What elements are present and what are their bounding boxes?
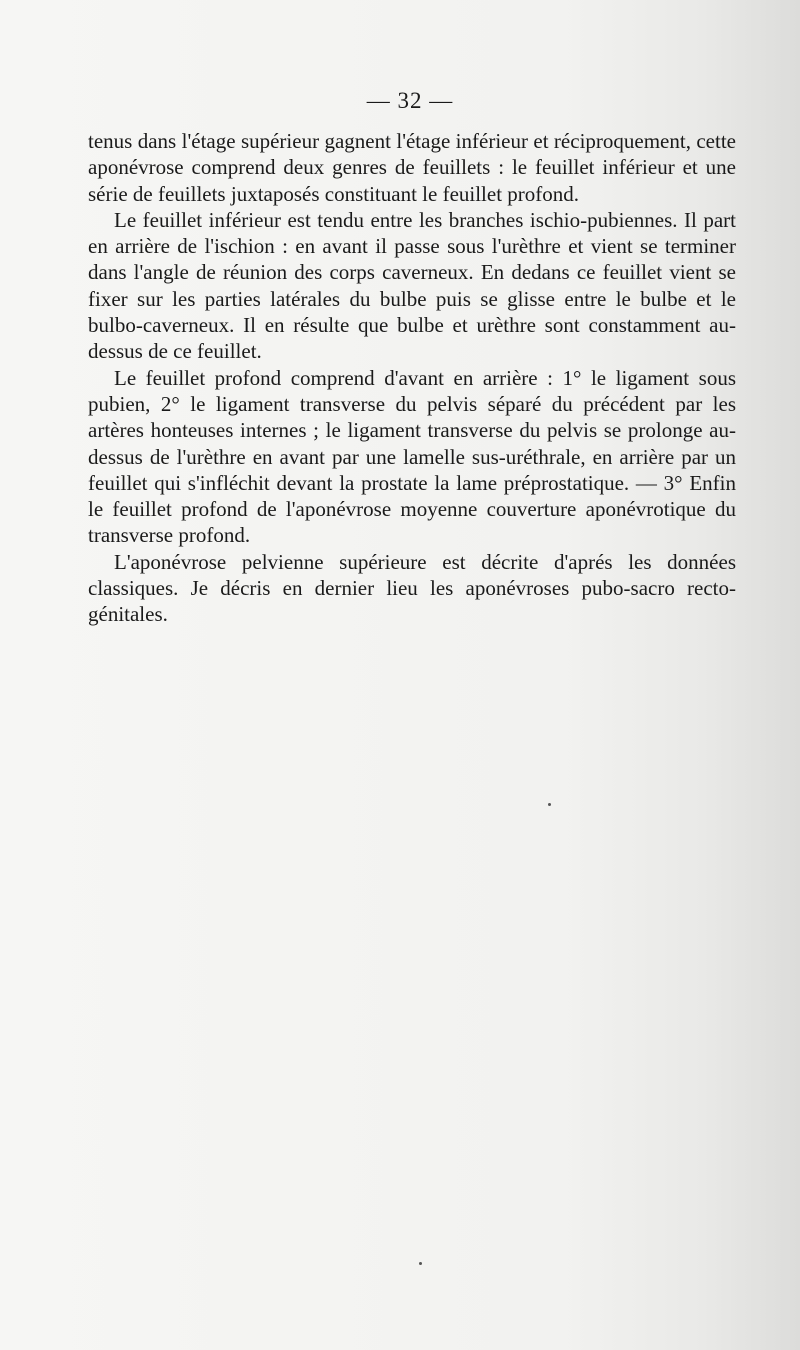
page-number: — 32 — (366, 88, 454, 113)
paragraph-feuillet-profond: Le feuillet profond comprend d'avant en arrière : 1° le ligament sous pubien, 2° le ligament transverse du pelvis séparé du précédent par les artères honteuses internes ; le ligament transverse du pelvis se prolonge au-dessus de l'urèthre en avant par une lamelle sus-uréthrale, en arrière par un feuillet qui s'infléchit devant la prostate la lame préprostatique. — 3° Enfin le feuillet profond de l'aponévrose moyenne couverture aponévrotique du transverse profond. (88, 365, 736, 548)
ink-speck (548, 803, 551, 806)
paragraph-aponevrose-pelvienne: L'aponévrose pelvienne supérieure est décrite d'aprés les données classiques. Je décris en dernier lieu les aponévroses pubo-sacro recto-génitales. (88, 549, 736, 627)
ink-speck (419, 1262, 422, 1265)
body-text (88, 128, 736, 628)
paragraph-feuillet-inferieur: Le feuillet inférieur est tendu entre les branches ischio-pubiennes. Il part en arrière de l'ischion : en avant il passe sous l'urèthre et vient se terminer dans l'angle de réunion des corps caverneux. En dedans ce feuillet vient se fixer sur les parties latérales du bulbe puis se glisse entre le bulbe et le bulbo-caverneux. Il en résulte que bulbe et urèthre sont constamment au-dessus de ce feuillet. (88, 207, 736, 364)
paragraph-continuation: tenus dans l'étage supérieur gagnent l'étage inférieur et réciproquement, cette aponévrose comprend deux genres de feuillets : le feuillet inférieur et une série de feuillets juxtaposés constituant le feuillet profond. (88, 129, 736, 206)
